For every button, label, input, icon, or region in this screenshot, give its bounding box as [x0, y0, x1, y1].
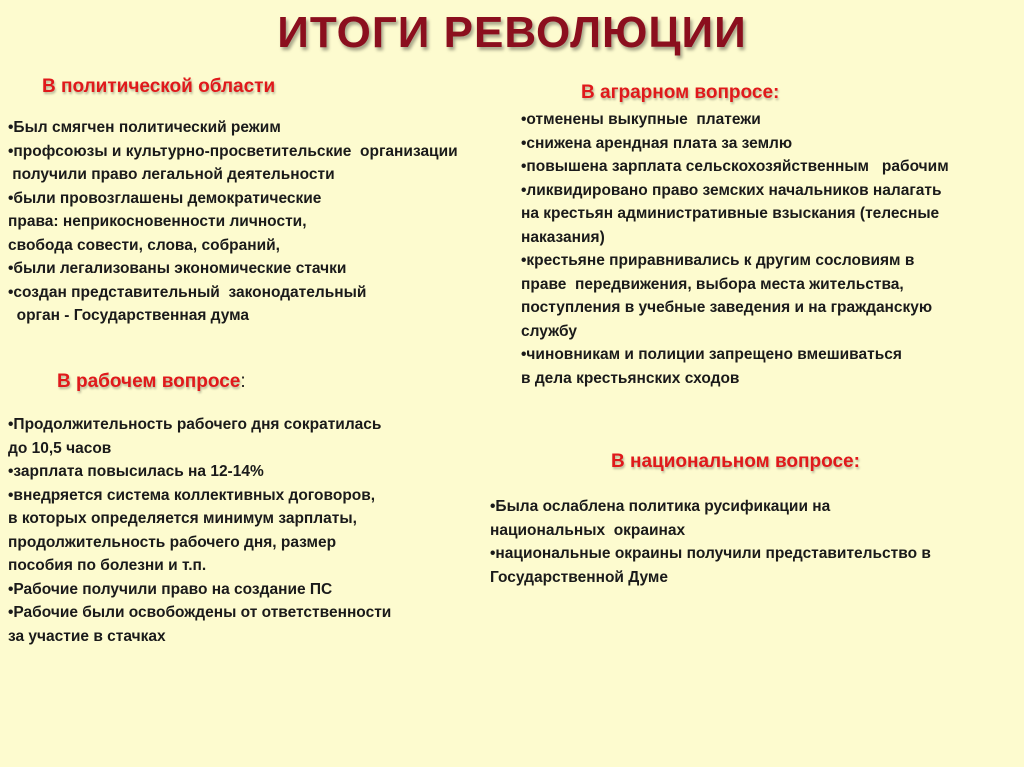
agrarian-line: •снижена арендная плата за землю — [521, 134, 793, 152]
national-heading: В национальном вопросе: — [611, 451, 860, 472]
political-line: права: неприкосновенности личности, — [8, 213, 307, 230]
agrarian-line: праве передвижения, выбора места жительства, — [521, 275, 904, 293]
labor-line: •зарплата повысилась на 12-14% — [8, 463, 264, 480]
agrarian-line: •чиновникам и полиции запрещено вмешиваться — [521, 346, 902, 363]
agrarian-line: на крестьян административные взыскания (телесные — [521, 205, 940, 222]
agrarian-line: наказания) — [521, 228, 605, 246]
political-line: •Был смягчен политический режим — [8, 119, 281, 136]
agrarian-line: в дела крестьянских сходов — [521, 369, 740, 387]
labor-line: •Рабочие были освобождены от ответственности — [8, 604, 392, 621]
labor-line: •Рабочие получили право на создание ПС — [8, 580, 333, 598]
political-line: •были легализованы экономические стачки — [8, 260, 347, 277]
agrarian-line: поступления в учебные заведения и на гражданскую — [521, 299, 933, 316]
political-line: свобода совести, слова, собраний, — [8, 236, 280, 254]
political-line: орган - Государственная дума — [8, 307, 249, 324]
labor-line: за участие в стачках — [8, 627, 166, 645]
national-line: Государственной Думе — [490, 568, 668, 586]
labor-line: •Продолжительность рабочего дня сократилась — [8, 416, 382, 433]
agrarian-line: •ликвидировано право земских начальников налагать — [521, 181, 942, 199]
national-line: национальных окраинах — [490, 521, 686, 539]
political-line: •создан представительный законодательный — [8, 283, 367, 301]
national-line: •национальные окраины получили представительство в — [490, 545, 931, 562]
labor-line: пособия по болезни и т.п. — [8, 557, 207, 574]
labor-heading-text: В рабочем вопросе — [57, 371, 241, 392]
labor-heading-colon: : — [240, 371, 246, 392]
labor-line: в которых определяется минимум зарплаты, — [8, 510, 357, 527]
political-line: получили право легальной деятельности — [8, 166, 335, 183]
slide-title: ИТОГИ РЕВОЛЮЦИИ — [277, 8, 747, 57]
political-list — [8, 116, 508, 328]
labor-line: •внедряется система коллективных договоров, — [8, 486, 376, 504]
political-heading: В политической области — [42, 76, 276, 97]
agrarian-line: •повышена зарплата сельскохозяйственным рабочим — [521, 158, 949, 175]
national-list — [490, 495, 1010, 589]
agrarian-heading: В аграрном вопросе: — [581, 82, 780, 103]
national-line: •Была ослаблена политика русификации на — [490, 498, 831, 515]
labor-line: до 10,5 часов — [8, 439, 112, 457]
agrarian-line: •крестьяне приравнивались к другим сословиям в — [521, 252, 915, 269]
agrarian-list — [521, 108, 1016, 390]
political-line: •профсоюзы и культурно-просветительские организации — [8, 142, 458, 160]
labor-line: продолжительность рабочего дня, размер — [8, 533, 337, 551]
agrarian-line: службу — [521, 322, 578, 340]
labor-list — [8, 413, 478, 648]
labor-heading — [57, 371, 246, 393]
political-line: •были провозглашены демократические — [8, 189, 322, 207]
agrarian-line: •отменены выкупные платежи — [521, 111, 761, 128]
